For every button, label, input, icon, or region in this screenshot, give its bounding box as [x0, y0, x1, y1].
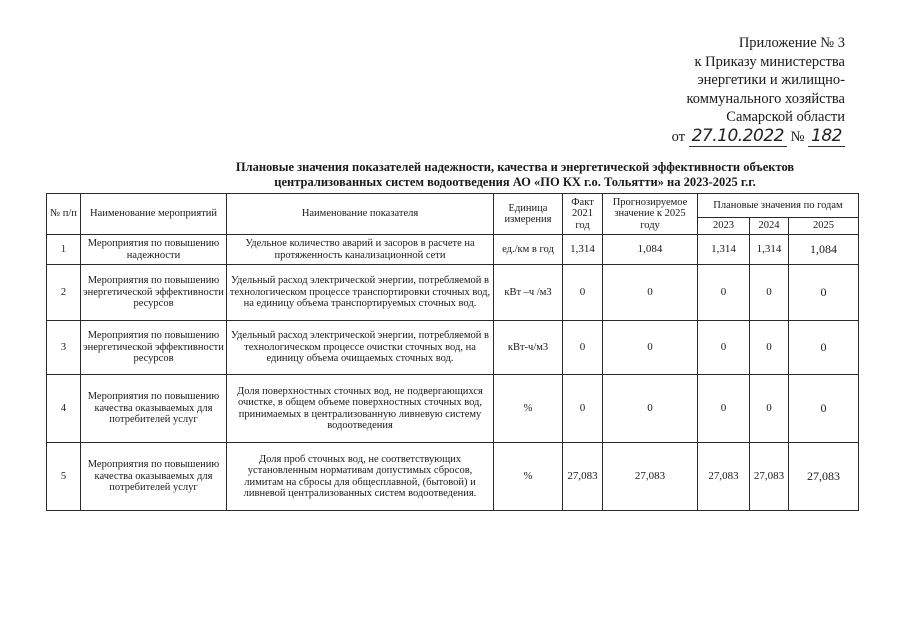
number-prefix: № [790, 128, 805, 145]
cell-unit: ед./км в год [494, 235, 563, 265]
cell-forecast: 27,083 [603, 443, 698, 511]
document-title [200, 160, 830, 189]
cell-indicator: Доля проб сточных вод, не соответствующих установленным нормативам допустимых сбросов, лимитам на сбросы для общесплавной, (бытовой) и ливневой централизованных систем водоотведения. [227, 443, 494, 511]
cell-2024: 1,314 [750, 235, 789, 265]
cell-2024: 0 [750, 265, 789, 321]
cell-unit: % [494, 375, 563, 443]
cell-unit: кВт-ч/м3 [494, 321, 563, 375]
cell-fact: 27,083 [563, 443, 603, 511]
cell-2025: 0 [789, 375, 859, 443]
cell-num: 1 [47, 235, 81, 265]
appendix-line: Самарской области [726, 109, 845, 125]
table-row [47, 375, 859, 443]
cell-forecast: 1,084 [603, 235, 698, 265]
cell-forecast: 0 [603, 321, 698, 375]
cell-forecast: 0 [603, 265, 698, 321]
appendix-line: энергетики и жилищно- [697, 72, 845, 88]
cell-2023: 0 [698, 375, 750, 443]
header-indicator: Наименование показателя [227, 194, 494, 235]
cell-fact: 0 [563, 321, 603, 375]
header-year-2024: 2024 [750, 218, 789, 235]
appendix-line: к Приказу министерства [694, 53, 845, 70]
cell-num: 3 [47, 321, 81, 375]
appendix-block [635, 34, 845, 146]
cell-2024: 0 [750, 375, 789, 443]
order-date-line [635, 127, 845, 147]
cell-num: 4 [47, 375, 81, 443]
header-num: № п/п [47, 194, 81, 235]
cell-measure: Мероприятия по повышению надежности [81, 235, 227, 265]
cell-fact: 0 [563, 265, 603, 321]
indicators-table [46, 193, 859, 511]
cell-num: 2 [47, 265, 81, 321]
cell-2025: 0 [789, 321, 859, 375]
header-planned: Плановые значения по годам [698, 194, 859, 218]
header-forecast: Прогнозируемое значение к 2025 году [603, 194, 698, 235]
cell-measure: Мероприятия по повышению качества оказываемых для потребителей услуг [81, 375, 227, 443]
table-row [47, 235, 859, 265]
table-row [47, 321, 859, 375]
handwritten-date: 27.10.2022 [689, 126, 787, 147]
cell-unit: кВт –ч /м3 [494, 265, 563, 321]
appendix-line: Приложение № 3 [738, 35, 845, 51]
cell-indicator: Удельное количество аварий и засоров в расчете на протяженность канализационной сети [227, 235, 494, 265]
cell-2024: 27,083 [750, 443, 789, 511]
handwritten-number: 182 [808, 126, 845, 147]
title-line: Плановые значения показателей надежности, качества и энергетической эффективности объектов [235, 160, 795, 174]
table-row [47, 265, 859, 321]
title-line: централизованных систем водоотведения АО «ПО КХ г.о. Тольятти» на 2023-2025 г.г. [274, 174, 756, 189]
cell-measure: Мероприятия по повышению качества оказываемых для потребителей услуг [81, 443, 227, 511]
header-unit: Единица измерения [494, 194, 563, 235]
header-measure: Наименование мероприятий [81, 194, 227, 235]
header-year-2025: 2025 [789, 218, 859, 235]
cell-indicator: Доля поверхностных сточных вод, не подвергающихся очистке, в общем объеме поверхностных сточных вод, принимаемых в централизованную ливневую систему водоотведения [227, 375, 494, 443]
cell-2025: 0 [789, 265, 859, 321]
cell-measure: Мероприятия по повышению энергетической эффективности ресурсов [81, 265, 227, 321]
date-prefix: от [671, 128, 685, 145]
cell-forecast: 0 [603, 375, 698, 443]
cell-2023: 0 [698, 265, 750, 321]
cell-unit: % [494, 443, 563, 511]
header-fact: Факт 2021 год [563, 194, 603, 235]
cell-indicator: Удельный расход электрической энергии, потребляемой в технологическом процессе транспортировки сточных вод, на единицу объема транспортируемых сточных вод. [227, 265, 494, 321]
cell-measure: Мероприятия по повышению энергетической эффективности ресурсов [81, 321, 227, 375]
cell-2023: 1,314 [698, 235, 750, 265]
cell-2023: 0 [698, 321, 750, 375]
cell-2023: 27,083 [698, 443, 750, 511]
cell-2025: 1,084 [789, 235, 859, 265]
table-row [47, 443, 859, 511]
cell-fact: 1,314 [563, 235, 603, 265]
cell-fact: 0 [563, 375, 603, 443]
header-year-2023: 2023 [698, 218, 750, 235]
appendix-line: коммунального хозяйства [686, 90, 845, 107]
cell-2025: 27,083 [789, 443, 859, 511]
cell-indicator: Удельный расход электрической энергии, потребляемой в технологическом процессе очистки сточных вод, на единицу объема очищаемых сточных вод. [227, 321, 494, 375]
cell-2024: 0 [750, 321, 789, 375]
cell-num: 5 [47, 443, 81, 511]
